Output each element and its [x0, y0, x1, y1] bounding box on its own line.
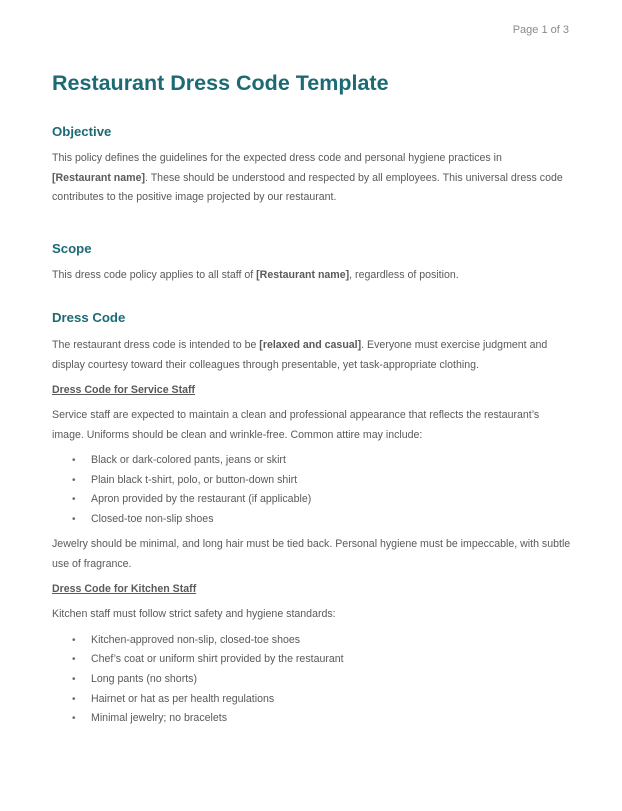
- objective-paragraph: [52, 149, 572, 208]
- list-item: • Plain black t-shirt, polo, or button-down shirt: [52, 471, 572, 491]
- dress-code-paragraph: [52, 336, 572, 375]
- kitchen-attire-list: [52, 631, 572, 729]
- objective-text-1: This policy defines the guidelines for the expected dress code and personal hygiene practices in: [52, 152, 502, 164]
- list-item: • Minimal jewelry; no bracelets: [52, 709, 572, 729]
- list-item: • Chef’s coat or uniform shirt provided by the restaurant: [52, 650, 572, 670]
- service-attire-list: [52, 451, 572, 529]
- section-heading-scope: Scope: [52, 240, 92, 256]
- kitchen-intro: Kitchen staff must follow strict safety and hygiene standards:: [52, 608, 336, 621]
- subheading-kitchen-staff: Dress Code for Kitchen Staff: [52, 583, 197, 596]
- objective-text-2: . These should be understood and respected by all employees. This universal dress code contributes to the positive image projected by our restaurant.: [52, 171, 563, 203]
- list-item: • Hairnet or hat as per health regulations: [52, 690, 572, 710]
- scope-text-2: , regardless of position.: [349, 268, 459, 281]
- service-outro: Jewelry should be minimal, and long hair must be tied back. Personal hygiene must be impeccable, with subtle use of fragrance.: [52, 538, 571, 570]
- list-item: • Long pants (no shorts): [52, 670, 572, 690]
- scope-text-1: This dress code policy applies to all staff of: [52, 268, 257, 281]
- document-body: [52, 68, 572, 729]
- page-indicator: Page 1 of 3: [512, 24, 569, 36]
- list-item: • Kitchen-approved non-slip, closed-toe shoes: [52, 631, 572, 651]
- list-item: • Black or dark-colored pants, jeans or skirt: [52, 451, 572, 471]
- dress-code-text-1: The restaurant dress code is intended to be: [52, 339, 260, 351]
- service-intro: Service staff are expected to maintain a clean and professional appearance that reflects the restaurant’s image. Uniforms should be clean and wrinkle-free. Common attire may include:: [52, 409, 540, 441]
- section-heading-dress-code: Dress Code: [52, 310, 126, 325]
- section-heading-objective: Objective: [52, 124, 112, 139]
- subheading-service-staff: Dress Code for Service Staff: [52, 384, 196, 396]
- dress-code-text-2: . Everyone must exercise judgment and display courtesy toward their colleagues through presentable, yet task-appropriate clothing.: [52, 339, 548, 371]
- scope-placeholder: [Restaurant name]: [256, 268, 350, 281]
- objective-placeholder: [Restaurant name]: [52, 171, 146, 184]
- list-item: • Apron provided by the restaurant (if applicable): [52, 490, 572, 510]
- list-item: • Closed-toe non-slip shoes: [52, 510, 572, 530]
- document-title: Restaurant Dress Code Template: [52, 71, 389, 95]
- dress-code-placeholder: [relaxed and casual]: [259, 339, 362, 351]
- scope-paragraph: [52, 266, 572, 286]
